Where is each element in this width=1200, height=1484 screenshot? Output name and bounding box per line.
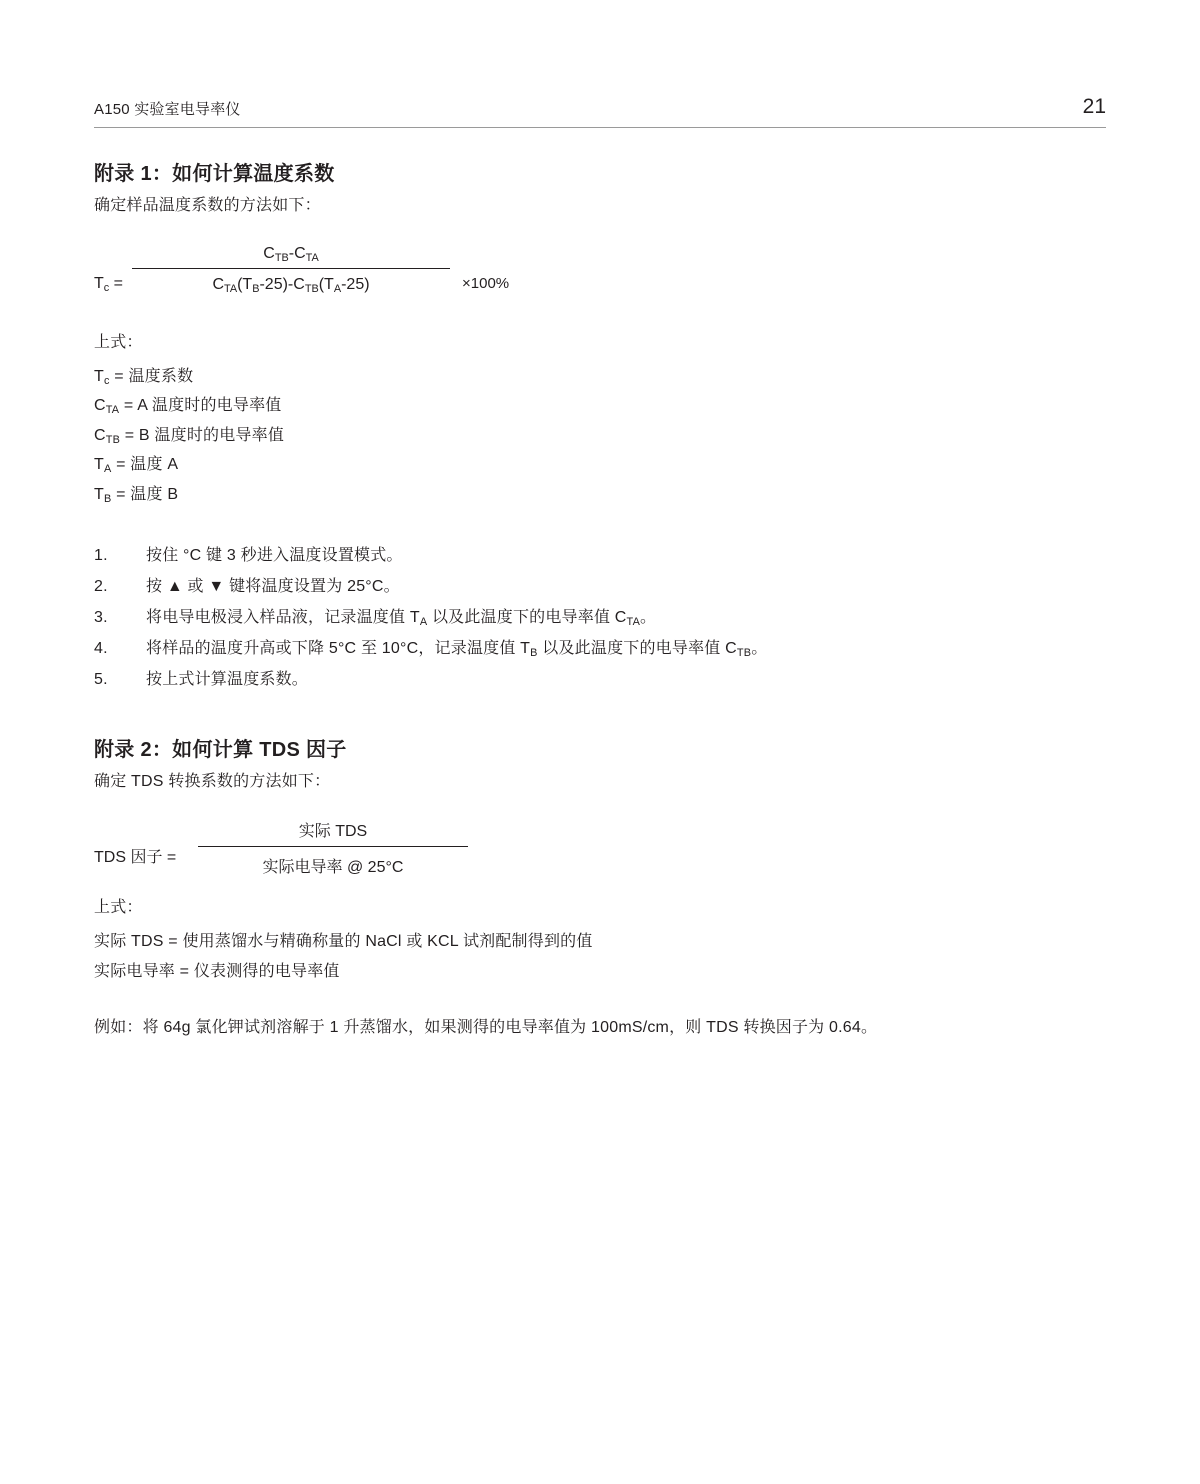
list-item-text: 按上式计算温度系数。 [146,671,309,689]
list-item [94,571,1106,602]
list-item-number: 1. [94,546,108,564]
definition-item: $C_{TA} = A$ 温度时的电导率值 [94,397,282,417]
formula2-left-side: TDS 因子 = [94,849,177,867]
page-content [94,160,1106,1041]
appendix2-where-label: 上式： [94,899,143,917]
list-item-text: 将样品的温度升高或下降 5°C 至 10°C，记录温度值 $T_B$ 以及此温度下的电导率值 $C_{TB}$。 [146,640,768,660]
list-item-number: 5. [94,671,108,689]
appendix1-where-label: 上式： [94,333,143,351]
list-item [94,633,1106,664]
appendix2-intro: 确定 TDS 转换系数的方法如下： [94,772,331,790]
appendix2-definitions [94,927,1106,986]
formula2-denominator: 实际电导率 @ 25°C [262,859,404,877]
appendix1-definitions [94,362,1106,510]
appendix1-title: 附录 1：如何计算温度系数 [94,163,335,185]
definition-item: $T_c$ = 温度系数 [94,367,194,387]
appendix1-intro: 确定样品温度系数的方法如下： [94,197,321,214]
formula1-left-side: $T_c$ = [94,274,124,294]
definition-item: $T_A$ = 温度 A [94,456,179,476]
header-document-title: A150 实验室电导率仪 [94,100,241,118]
definition-item: 实际电导率 = 仪表测得的电导率值 [94,962,340,980]
formula1-fraction [132,245,450,294]
appendix2-example: 例如：将 64g 氯化钾试剂溶解于 1 升蒸馏水，如果测得的电导率值为 100mS/cm，则 TDS 转换因子为 0.64。 [94,1019,878,1037]
list-item-number: 3. [94,608,108,626]
formula1-numerator: $C_{TB}-C_{TA}$ [263,244,319,264]
temperature-coefficient-formula [94,245,1106,331]
definition-item: $T_B$ = 温度 B [94,485,179,505]
formula1-multiplier: ×100% [462,274,510,292]
list-item-number: 2. [94,577,108,595]
definition-item: $C_{TB} = B$ 温度时的电导率值 [94,426,285,446]
formula1-denominator: $C_{TA}(T_B-25)-C_{TB}(T_A-25)$ [212,275,370,295]
list-item-text: 将电导电极浸入样品液，记录温度值 $T_A$ 以及此温度下的电导率值 $C_{TA}$。 [146,608,657,628]
list-item [94,540,1106,571]
list-item-number: 4. [94,640,108,658]
page-header [94,96,1106,128]
list-item [94,602,1106,633]
list-item [94,664,1106,695]
list-item-text: 按 ▲ 或 ▼ 键将温度设置为 25°C。 [146,577,400,595]
page-number: 21 [1082,95,1106,118]
definition-item: 实际 TDS = 使用蒸馏水与精确称量的 NaCl 或 KCL 试剂配制得到的值 [94,933,593,951]
appendix1-steps [94,540,1106,696]
list-item-text: 按住 °C 键 3 秒进入温度设置模式。 [146,546,403,564]
tds-factor-formula [94,818,1106,896]
appendix2-title: 附录 2：如何计算 TDS 因子 [94,738,347,761]
formula2-numerator: 实际 TDS [298,823,368,841]
formula2-fraction [198,818,468,877]
